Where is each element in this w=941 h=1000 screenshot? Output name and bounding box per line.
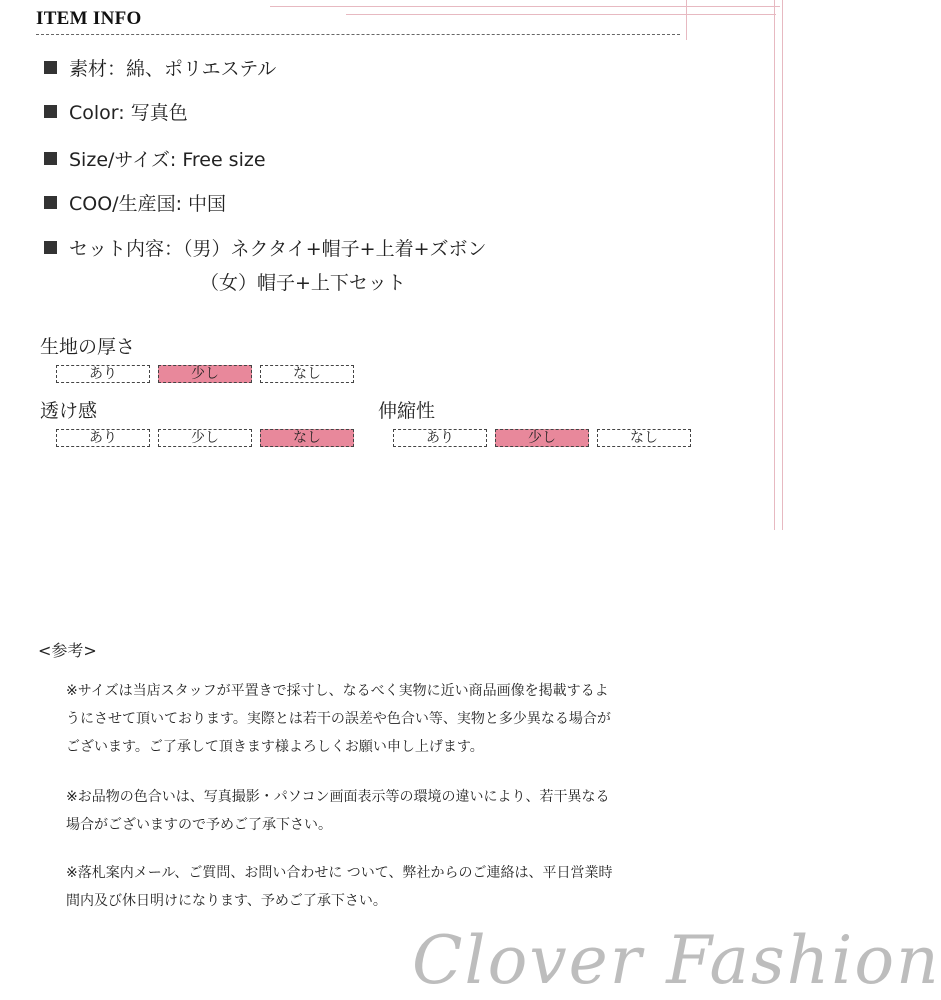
square-bullet-icon — [44, 241, 57, 254]
square-bullet-icon — [44, 196, 57, 209]
square-bullet-icon — [44, 61, 57, 74]
note-contact — [66, 859, 706, 915]
decor-line — [346, 14, 776, 15]
note-line: 間内及び休日明けになります、予めご了承下さい。 — [66, 893, 387, 909]
rating-option: あり — [56, 365, 150, 383]
rating-option: なし — [260, 365, 354, 383]
decor-line — [782, 0, 783, 530]
spec-color-text: Color: 写真色 — [69, 102, 188, 124]
decor-line — [270, 6, 780, 7]
rating-option: 少し — [158, 365, 252, 383]
spec-coo-text: COO/生産国: 中国 — [69, 193, 227, 215]
decor-line — [774, 0, 775, 530]
spec-size-text: Size/サイズ: Free size — [69, 149, 266, 171]
rating-label-thickness: 生地の厚さ — [40, 336, 136, 358]
rating-option: 少し — [495, 429, 589, 447]
spec-set — [44, 234, 487, 261]
rating-label-transparency: 透け感 — [40, 400, 98, 422]
spec-size — [44, 145, 266, 172]
notes-heading: <参考> — [38, 641, 97, 660]
rating-label-stretch: 伸縮性 — [378, 400, 436, 422]
note-line: うにさせて頂いております。実際とは若干の誤差や色合い等、実物と多少異なる場合が — [66, 711, 611, 727]
rating-option: なし — [597, 429, 691, 447]
note-size — [66, 677, 706, 761]
spec-set-continued: （女）帽子+上下セット — [200, 272, 406, 294]
spec-coo — [44, 189, 226, 216]
square-bullet-icon — [44, 152, 57, 165]
brand-logo: Clover Fashion — [412, 922, 941, 999]
spec-material-text: 素材：綿、ポリエステル — [69, 58, 277, 80]
rating-option: 少し — [158, 429, 252, 447]
spec-set-text: セット内容：（男）ネクタイ+帽子+上着+ズボン — [69, 238, 487, 260]
note-line: ※落札案内メール、ご質問、お問い合わせに ついて、弊社からのご連絡は、平日営業時 — [66, 865, 613, 881]
note-color — [66, 783, 706, 839]
spec-material — [44, 54, 276, 81]
rating-option: あり — [56, 429, 150, 447]
spec-color — [44, 98, 188, 125]
note-line: ※お品物の色合いは、写真撮影・パソコン画面表示等の環境の違いにより、若干異なる — [66, 789, 610, 805]
note-line: ※サイズは当店スタッフが平置きで採寸し、なるべく実物に近い商品画像を掲載するよ — [66, 683, 609, 699]
section-title: ITEM INFO — [36, 8, 142, 29]
note-line: ございます。ご了承して頂きます様よろしくお願い申し上げます。 — [66, 739, 484, 755]
note-line: 場合がございますので予めご了承下さい。 — [66, 817, 332, 833]
header-divider — [36, 34, 680, 35]
square-bullet-icon — [44, 105, 57, 118]
rating-option: なし — [260, 429, 354, 447]
rating-option: あり — [393, 429, 487, 447]
